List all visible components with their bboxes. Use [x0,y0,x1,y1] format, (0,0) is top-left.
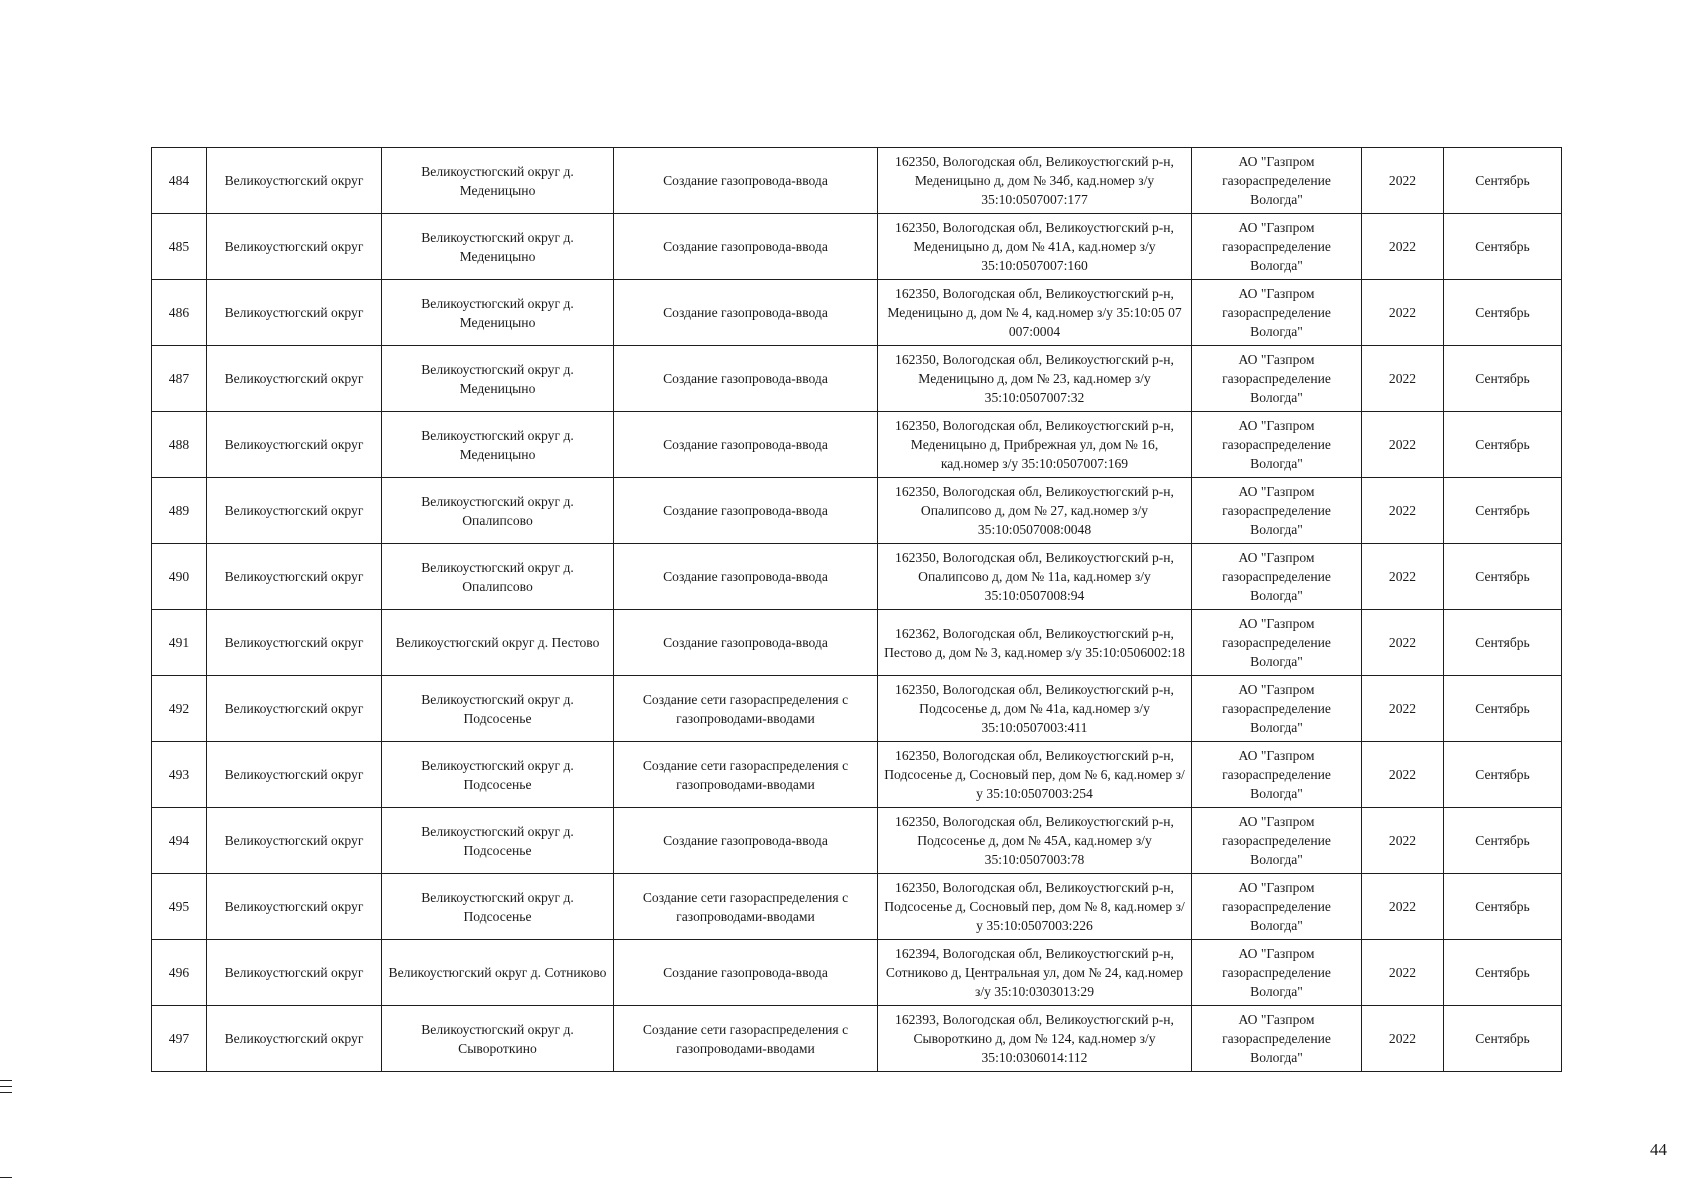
table-row [152,544,1562,610]
table-row [152,874,1562,940]
locality-cell: Великоустюгский округ д. Меденицыно [382,214,614,280]
address-cell: 162362, Вологодская обл, Великоустюгский р-н, Пестово д, дом № 3, кад.номер з/у 35:10:0506002:18 [878,610,1192,676]
locality-cell: Великоустюгский округ д. Подсосенье [382,676,614,742]
month-cell: Сентябрь [1444,280,1562,346]
month-cell: Сентябрь [1444,412,1562,478]
margin-mark [0,1086,12,1087]
table-row [152,346,1562,412]
month-cell: Сентябрь [1444,214,1562,280]
month-cell: Сентябрь [1444,478,1562,544]
table-row [152,1006,1562,1072]
work-type-cell: Создание газопровода-ввода [614,544,878,610]
organization-cell: АО "Газпром газораспределение Вологда" [1192,676,1362,742]
month-cell: Сентябрь [1444,808,1562,874]
month-cell: Сентябрь [1444,148,1562,214]
month-cell: Сентябрь [1444,874,1562,940]
locality-cell: Великоустюгский округ д. Меденицыно [382,346,614,412]
year-cell: 2022 [1362,742,1444,808]
year-cell: 2022 [1362,412,1444,478]
district-cell: Великоустюгский округ [207,346,382,412]
work-type-cell: Создание газопровода-ввода [614,610,878,676]
organization-cell: АО "Газпром газораспределение Вологда" [1192,412,1362,478]
district-cell: Великоустюгский округ [207,544,382,610]
work-type-cell: Создание сети газораспределения с газопроводами-вводами [614,874,878,940]
locality-cell: Великоустюгский округ д. Сывороткино [382,1006,614,1072]
row-number: 496 [152,940,207,1006]
district-cell: Великоустюгский округ [207,478,382,544]
district-cell: Великоустюгский округ [207,676,382,742]
registry-table [151,147,1562,1072]
month-cell: Сентябрь [1444,1006,1562,1072]
work-type-cell: Создание газопровода-ввода [614,808,878,874]
address-cell: 162394, Вологодская обл, Великоустюгский р-н, Сотниково д, Центральная ул, дом № 24, кад.номер з/у 35:10:0303013:29 [878,940,1192,1006]
table-row [152,742,1562,808]
month-cell: Сентябрь [1444,742,1562,808]
row-number: 493 [152,742,207,808]
address-cell: 162393, Вологодская обл, Великоустюгский р-н, Сывороткино д, дом № 124, кад.номер з/у 35:10:0306014:112 [878,1006,1192,1072]
address-cell: 162350, Вологодская обл, Великоустюгский р-н, Меденицыно д, дом № 23, кад.номер з/у 35:10:0507007:32 [878,346,1192,412]
district-cell: Великоустюгский округ [207,874,382,940]
row-number: 487 [152,346,207,412]
page-number: 44 [1650,1140,1667,1159]
work-type-cell: Создание газопровода-ввода [614,346,878,412]
district-cell: Великоустюгский округ [207,808,382,874]
year-cell: 2022 [1362,610,1444,676]
year-cell: 2022 [1362,676,1444,742]
year-cell: 2022 [1362,940,1444,1006]
row-number: 484 [152,148,207,214]
organization-cell: АО "Газпром газораспределение Вологда" [1192,148,1362,214]
organization-cell: АО "Газпром газораспределение Вологда" [1192,1006,1362,1072]
address-cell: 162350, Вологодская обл, Великоустюгский р-н, Подсосенье д, Сосновый пер, дом № 6, кад.номер з/у 35:10:0507003:254 [878,742,1192,808]
year-cell: 2022 [1362,214,1444,280]
organization-cell: АО "Газпром газораспределение Вологда" [1192,214,1362,280]
district-cell: Великоустюгский округ [207,742,382,808]
work-type-cell: Создание газопровода-ввода [614,940,878,1006]
table-row [152,808,1562,874]
district-cell: Великоустюгский округ [207,610,382,676]
address-cell: 162350, Вологодская обл, Великоустюгский р-н, Опалипсово д, дом № 27, кад.номер з/у 35:10:0507008:0048 [878,478,1192,544]
district-cell: Великоустюгский округ [207,1006,382,1072]
row-number: 488 [152,412,207,478]
year-cell: 2022 [1362,280,1444,346]
district-cell: Великоустюгский округ [207,940,382,1006]
address-cell: 162350, Вологодская обл, Великоустюгский р-н, Меденицыно д, дом № 34б, кад.номер з/у 35:10:0507007:177 [878,148,1192,214]
month-cell: Сентябрь [1444,676,1562,742]
month-cell: Сентябрь [1444,940,1562,1006]
row-number: 497 [152,1006,207,1072]
address-cell: 162350, Вологодская обл, Великоустюгский р-н, Опалипсово д, дом № 11а, кад.номер з/у 35:10:0507008:94 [878,544,1192,610]
district-cell: Великоустюгский округ [207,214,382,280]
locality-cell: Великоустюгский округ д. Меденицыно [382,148,614,214]
row-number: 485 [152,214,207,280]
table-row [152,478,1562,544]
row-number: 490 [152,544,207,610]
year-cell: 2022 [1362,1006,1444,1072]
work-type-cell: Создание газопровода-ввода [614,214,878,280]
work-type-cell: Создание газопровода-ввода [614,148,878,214]
organization-cell: АО "Газпром газораспределение Вологда" [1192,874,1362,940]
locality-cell: Великоустюгский округ д. Пестово [382,610,614,676]
organization-cell: АО "Газпром газораспределение Вологда" [1192,808,1362,874]
row-number: 494 [152,808,207,874]
address-cell: 162350, Вологодская обл, Великоустюгский р-н, Подсосенье д, Сосновый пер, дом № 8, кад.номер з/у 35:10:0507003:226 [878,874,1192,940]
row-number: 495 [152,874,207,940]
year-cell: 2022 [1362,478,1444,544]
work-type-cell: Создание сети газораспределения с газопроводами-вводами [614,742,878,808]
district-cell: Великоустюгский округ [207,148,382,214]
address-cell: 162350, Вологодская обл, Великоустюгский р-н, Подсосенье д, дом № 45А, кад.номер з/у 35:10:0507003:78 [878,808,1192,874]
year-cell: 2022 [1362,346,1444,412]
organization-cell: АО "Газпром газораспределение Вологда" [1192,544,1362,610]
table-row [152,610,1562,676]
work-type-cell: Создание сети газораспределения с газопроводами-вводами [614,1006,878,1072]
locality-cell: Великоустюгский округ д. Опалипсово [382,544,614,610]
margin-mark [0,1177,12,1178]
year-cell: 2022 [1362,148,1444,214]
organization-cell: АО "Газпром газораспределение Вологда" [1192,280,1362,346]
margin-mark [0,1092,12,1093]
organization-cell: АО "Газпром газораспределение Вологда" [1192,610,1362,676]
table-row [152,940,1562,1006]
table-row [152,214,1562,280]
table-body [152,148,1562,1072]
row-number: 486 [152,280,207,346]
year-cell: 2022 [1362,544,1444,610]
district-cell: Великоустюгский округ [207,280,382,346]
row-number: 492 [152,676,207,742]
organization-cell: АО "Газпром газораспределение Вологда" [1192,742,1362,808]
organization-cell: АО "Газпром газораспределение Вологда" [1192,346,1362,412]
table-row [152,280,1562,346]
year-cell: 2022 [1362,874,1444,940]
locality-cell: Великоустюгский округ д. Подсосенье [382,874,614,940]
address-cell: 162350, Вологодская обл, Великоустюгский р-н, Меденицыно д, дом № 4, кад.номер з/у 35:10:05 07 007:0004 [878,280,1192,346]
address-cell: 162350, Вологодская обл, Великоустюгский р-н, Подсосенье д, дом № 41а, кад.номер з/у 35:10:0507003:411 [878,676,1192,742]
address-cell: 162350, Вологодская обл, Великоустюгский р-н, Меденицыно д, Прибрежная ул, дом № 16, кад.номер з/у 35:10:0507007:169 [878,412,1192,478]
locality-cell: Великоустюгский округ д. Опалипсово [382,478,614,544]
locality-cell: Великоустюгский округ д. Сотниково [382,940,614,1006]
address-cell: 162350, Вологодская обл, Великоустюгский р-н, Меденицыно д, дом № 41А, кад.номер з/у 35:10:0507007:160 [878,214,1192,280]
locality-cell: Великоустюгский округ д. Подсосенье [382,742,614,808]
table-row [152,676,1562,742]
row-number: 489 [152,478,207,544]
district-cell: Великоустюгский округ [207,412,382,478]
organization-cell: АО "Газпром газораспределение Вологда" [1192,478,1362,544]
work-type-cell: Создание газопровода-ввода [614,412,878,478]
work-type-cell: Создание сети газораспределения с газопроводами-вводами [614,676,878,742]
locality-cell: Великоустюгский округ д. Меденицыно [382,412,614,478]
year-cell: 2022 [1362,808,1444,874]
row-number: 491 [152,610,207,676]
locality-cell: Великоустюгский округ д. Подсосенье [382,808,614,874]
table-row [152,148,1562,214]
locality-cell: Великоустюгский округ д. Меденицыно [382,280,614,346]
work-type-cell: Создание газопровода-ввода [614,280,878,346]
month-cell: Сентябрь [1444,544,1562,610]
organization-cell: АО "Газпром газораспределение Вологда" [1192,940,1362,1006]
table-row [152,412,1562,478]
margin-mark [0,1080,12,1081]
work-type-cell: Создание газопровода-ввода [614,478,878,544]
month-cell: Сентябрь [1444,346,1562,412]
month-cell: Сентябрь [1444,610,1562,676]
